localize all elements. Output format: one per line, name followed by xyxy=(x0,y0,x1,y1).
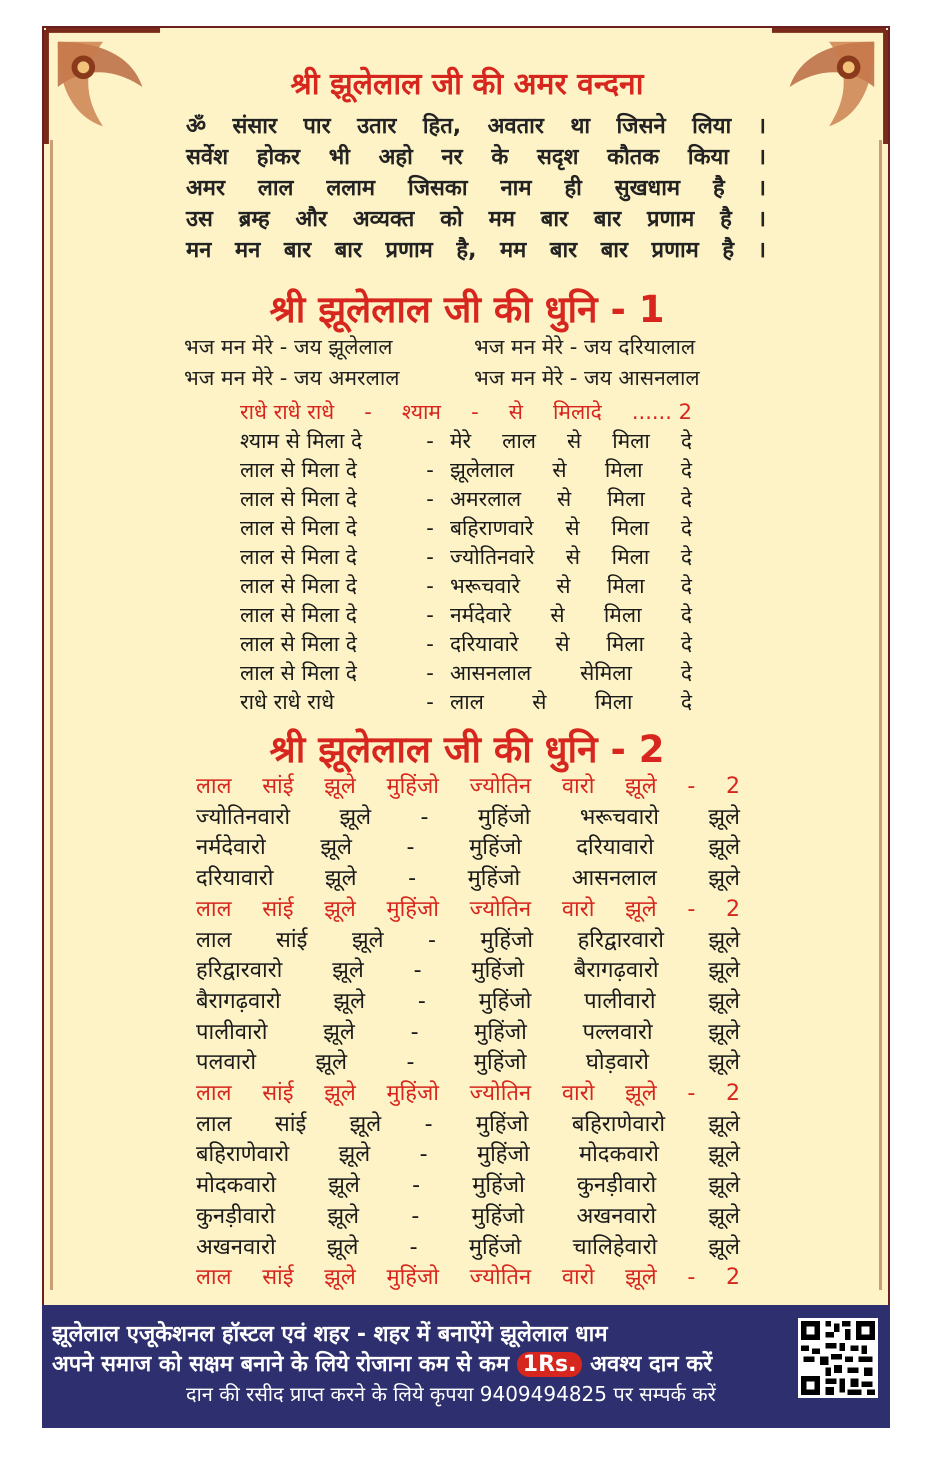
lyric-word: श्याम xyxy=(401,400,441,424)
rs-badge: 1Rs. xyxy=(517,1352,583,1377)
lyric-phrase: लाल से मिला दे xyxy=(240,603,357,627)
lyric-word: मुहिंजो xyxy=(386,1265,439,1291)
lyric-word: - xyxy=(687,1081,696,1107)
lyric-phrase-right xyxy=(450,572,692,601)
lyric-word: झूले xyxy=(625,1265,657,1291)
lyric-row xyxy=(196,1233,740,1264)
lyric-word: लाल xyxy=(450,690,484,714)
lyric-dash: - xyxy=(426,516,434,540)
lyric-word: दे xyxy=(680,429,692,453)
lyric-word: मुहिंजो xyxy=(386,896,439,922)
lyric-word: झूले xyxy=(625,774,657,799)
refrain-row xyxy=(196,895,740,926)
lyric-word: भरूचवारो xyxy=(579,804,659,830)
lyric-row xyxy=(240,688,692,717)
lyric-row xyxy=(240,485,692,514)
lyric-word: सांई xyxy=(262,1081,294,1107)
lyric-row xyxy=(196,803,740,834)
vandana-title: श्री झूलेलाल जी की अमर वन्दना xyxy=(290,67,644,102)
lyric-word: झूले xyxy=(708,1234,740,1260)
lyric-word: - xyxy=(413,958,422,984)
lyric-word: नर्मदेवारे xyxy=(450,603,512,627)
lyric-word: - xyxy=(409,1234,418,1260)
lyric-word: ज्योतिन xyxy=(469,1265,532,1291)
lyric-dash: - xyxy=(426,429,434,453)
dhuni1-title: श्री झूलेलाल जी की धुनि - 1 xyxy=(269,288,665,331)
lyric-phrase: राधे राधे राधे xyxy=(240,690,335,714)
lyric-phrase-right xyxy=(450,659,692,688)
lyric-word: झूले xyxy=(315,1050,348,1076)
lyric-row xyxy=(240,572,692,601)
lyric-word: वारो xyxy=(561,896,595,922)
lyric-word: - xyxy=(428,927,436,953)
lyric-word: झूले xyxy=(708,1173,740,1199)
refrain-row xyxy=(196,772,740,803)
lyric-word: दरियावारो xyxy=(196,866,274,892)
lyric-word: से xyxy=(565,545,581,569)
verse-line: उस ब्रम्ह और अव्यक्त को मम बार बार प्रणाम है । xyxy=(186,207,766,232)
lyric-phrase-right xyxy=(450,688,692,717)
lyric-word: झूले xyxy=(324,1265,356,1291)
lyric-row xyxy=(196,1171,740,1202)
refrain-row xyxy=(196,1079,740,1110)
lyric-phrase: श्याम से मिला दे xyxy=(240,429,363,453)
lyric-word: सांई xyxy=(276,927,308,953)
lyric-word: मिला xyxy=(606,632,645,656)
lyric-word: - xyxy=(417,988,426,1014)
lyric-dash: - xyxy=(426,458,434,482)
lyric-word: से xyxy=(552,458,567,482)
bhajan-right xyxy=(474,332,700,394)
lyric-word: चालिहेवारो xyxy=(572,1234,658,1260)
lyric-word: मुहिंजो xyxy=(467,866,521,892)
lyric-word: - xyxy=(411,1203,420,1229)
lyric-word: से xyxy=(508,400,523,424)
lyric-word: झूले xyxy=(708,1111,740,1137)
lyric-word: लाल xyxy=(502,429,537,453)
lyric-dash: - xyxy=(426,603,434,627)
lyric-word: - xyxy=(408,866,417,892)
lyric-dash: - xyxy=(426,632,434,656)
lyric-word: दरियावारो xyxy=(576,835,654,861)
lyric-word: मिला xyxy=(607,487,645,511)
lyric-word: झूले xyxy=(324,896,356,922)
lyric-word: झूले xyxy=(708,866,740,892)
lyric-word: दे xyxy=(680,458,692,482)
lyric-word: - xyxy=(419,1142,428,1168)
lyric-word: मिला xyxy=(604,458,643,482)
lyric-word: - xyxy=(364,400,372,424)
lyric-word: 2 xyxy=(725,896,740,922)
lyric-word: पालीवारो xyxy=(584,988,656,1014)
lyric-word: कुनड़ीवारो xyxy=(577,1173,657,1199)
lyric-word: झूले xyxy=(332,958,364,984)
verse-line: मन मन बार बार प्रणाम है, मम बार बार प्रणाम है । xyxy=(186,238,766,263)
lyric-word: दे xyxy=(680,545,692,569)
bhajan-line: भज मन मेरे - जय आसनलाल xyxy=(474,366,700,390)
lyric-dash: - xyxy=(426,661,434,685)
lyric-word: झूले xyxy=(708,1203,740,1229)
lyric-word: अखनवारो xyxy=(196,1234,276,1260)
lyric-word: सेमिला xyxy=(580,661,632,685)
lyric-word: से xyxy=(532,690,547,714)
lyric-word: ज्योतिन xyxy=(469,896,532,922)
lyric-word: दे xyxy=(680,516,692,540)
lyric-word: मुहिंजो xyxy=(473,1050,527,1076)
lyric-row xyxy=(196,1110,740,1141)
lyric-phrase: लाल से मिला दे xyxy=(240,487,357,511)
footer-headline: झूलेलाल एजूकेशनल हॉस्टल एवं शहर - शहर में बनाऐंगे झूलेलाल धाम xyxy=(52,1322,608,1347)
lyric-phrase-right xyxy=(450,514,692,543)
lyric-word: झूलेलाल xyxy=(450,458,515,482)
lyric-phrase: लाल से मिला दे xyxy=(240,458,357,482)
lyric-word: से xyxy=(557,487,572,511)
bhajan-line: भज मन मेरे - जय झूलेलाल xyxy=(184,335,393,359)
lyric-row xyxy=(196,956,740,987)
lyric-word: मुहिंजो xyxy=(471,1203,525,1229)
dhuni2-lyrics xyxy=(196,772,740,1294)
footer-appeal xyxy=(52,1348,712,1378)
lyric-word: झूले xyxy=(339,804,372,830)
lyric-phrase: लाल से मिला दे xyxy=(240,545,357,569)
lyric-row xyxy=(240,543,692,572)
lyric-phrase: लाल से मिला दे xyxy=(240,516,357,540)
lyric-row xyxy=(240,427,692,456)
lyric-word: वारो xyxy=(561,774,595,799)
lyric-word: झूले xyxy=(328,1173,360,1199)
refrain-row xyxy=(196,1263,740,1294)
lyric-word: झूले xyxy=(708,1050,740,1076)
lyric-dash: - xyxy=(426,487,434,511)
lyric-word: 2 xyxy=(725,1081,740,1107)
lyric-dash: - xyxy=(426,690,434,714)
dhuni1-refrain xyxy=(240,398,692,427)
lyric-word: झूले xyxy=(708,988,740,1014)
lyric-word: झूले xyxy=(320,835,352,861)
dhuni1-lyrics xyxy=(240,398,692,717)
lyric-word: से xyxy=(550,603,565,627)
footer-contact: दान की रसीद प्राप्त करने के लिये कृपया 9409494825 पर सम्पर्क करें xyxy=(186,1382,716,1406)
lyric-word: मिला xyxy=(603,603,642,627)
lyric-word: मेरे xyxy=(450,429,472,453)
lyric-word: - xyxy=(410,1019,419,1045)
lyric-word: वारो xyxy=(561,1265,595,1291)
lyric-word: बैरागढ़वारो xyxy=(196,988,281,1014)
lyric-phrase-right xyxy=(450,601,692,630)
lyric-word: ज्योतिन xyxy=(469,1081,532,1107)
qr-code-icon[interactable] xyxy=(798,1318,878,1398)
lyric-row xyxy=(196,864,740,895)
lyric-word: 2 xyxy=(725,1265,740,1291)
lyric-word: झूले xyxy=(327,1203,360,1229)
lyric-word: - xyxy=(406,835,415,861)
lyric-word: सांई xyxy=(262,896,294,922)
lyric-word: सांई xyxy=(274,1111,307,1137)
lyric-word: दे xyxy=(680,661,692,685)
lyric-word: दरियावारे xyxy=(450,632,519,656)
lyric-word: सांई xyxy=(262,1265,294,1291)
lyric-word: बहिराणेवारो xyxy=(571,1111,666,1137)
lyric-word: मुहिंजो xyxy=(476,1142,530,1168)
lyric-phrase-right xyxy=(450,427,692,456)
lyric-word: झूले xyxy=(326,1234,359,1260)
lyric-word: मुहिंजो xyxy=(472,1173,525,1199)
lyric-row xyxy=(196,1202,740,1233)
lyric-word: झूले xyxy=(708,927,740,953)
lyric-word: झूले xyxy=(324,774,356,799)
lyric-word: मुहिंजो xyxy=(475,1111,529,1137)
lyric-word: - xyxy=(687,1265,696,1291)
lyric-word: हरिद्वारवारो xyxy=(196,958,283,984)
lyric-dash: - xyxy=(426,545,434,569)
lyric-word: झूले xyxy=(708,958,740,984)
lyric-row xyxy=(196,1018,740,1049)
lyric-dash: - xyxy=(426,574,434,598)
vandana-verse xyxy=(186,111,766,266)
lyric-row xyxy=(240,659,692,688)
lyric-row xyxy=(240,456,692,485)
lyric-word: ज्योतिनवारो xyxy=(196,804,291,830)
lyric-word: मुहिंजो xyxy=(386,774,439,799)
lyric-phrase-right xyxy=(450,485,692,514)
lyric-phrase: लाल से मिला दे xyxy=(240,632,357,656)
dhuni2-title: श्री झूलेलाल जी की धुनि - 2 xyxy=(269,728,665,771)
lyric-row xyxy=(196,833,740,864)
lyric-word: मुहिंजो xyxy=(469,835,522,861)
bhajan-line: भज मन मेरे - जय अमरलाल xyxy=(184,366,400,390)
lyric-word: से xyxy=(555,632,570,656)
lyric-word: लाल xyxy=(196,774,232,799)
bhajan-left xyxy=(184,332,400,394)
lyric-word: झूले xyxy=(325,866,357,892)
lyric-word: लाल xyxy=(196,1081,232,1107)
lyric-word: झूले xyxy=(708,804,740,830)
lyric-word: मोदकवारो xyxy=(196,1173,277,1199)
lyric-word: नर्मदेवारो xyxy=(196,835,266,861)
lyric-row xyxy=(196,1140,740,1171)
lyric-word: झूले xyxy=(708,1019,740,1045)
lyric-word: मिला xyxy=(606,574,645,598)
lyric-phrase-right xyxy=(450,630,692,659)
lyric-word: मुहिंजो xyxy=(477,804,531,830)
lyric-word: ज्योतिन xyxy=(469,774,532,799)
lyric-word: मिला xyxy=(594,690,633,714)
lyric-word: ...... 2 xyxy=(631,400,692,424)
lyric-word: - xyxy=(406,1050,415,1076)
appeal-text-end: अवश्य दान करें xyxy=(590,1352,713,1377)
lyric-word: दे xyxy=(680,603,692,627)
lyric-word: लाल xyxy=(196,927,232,953)
lyric-row xyxy=(196,926,740,957)
lyric-word: मुहिंजो xyxy=(471,958,525,984)
lyric-word: मिला xyxy=(611,516,650,540)
appeal-text: अपने समाज को सक्षम बनाने के लिये रोजाना कम से कम xyxy=(52,1352,510,1377)
lyric-word: दे xyxy=(680,690,692,714)
lyric-word: दे xyxy=(680,487,692,511)
lyric-word: पलवारो xyxy=(196,1050,257,1076)
lyric-word: मुहिंजो xyxy=(468,1234,522,1260)
lyric-word: झूले xyxy=(708,1142,740,1168)
lyric-word: हरिद्वारवारो xyxy=(577,927,664,953)
lyric-word: मुहिंजो xyxy=(480,927,534,953)
lyric-word: मुहिंजो xyxy=(478,988,532,1014)
lyric-row xyxy=(196,987,740,1018)
lyric-word: दे xyxy=(680,632,692,656)
lyric-word: मोदकवारो xyxy=(578,1142,659,1168)
lyric-word: लाल xyxy=(196,896,232,922)
lyric-word: - xyxy=(471,400,479,424)
lyric-row xyxy=(240,514,692,543)
lyric-phrase-right xyxy=(450,543,692,572)
lyric-word: मुहिंजो xyxy=(386,1081,439,1107)
lyric-word: आसनलाल xyxy=(571,866,657,892)
lyric-word: मिला xyxy=(612,429,650,453)
lyric-word: - xyxy=(687,896,696,922)
lyric-phrase-right xyxy=(450,456,692,485)
lyric-word: वारो xyxy=(561,1081,595,1107)
lyric-word: झूले xyxy=(708,835,740,861)
lyric-word: मिला xyxy=(611,545,650,569)
verse-line: सर्वेश होकर भी अहो नर के सदृश कौतक किया । xyxy=(186,145,766,170)
lyric-row xyxy=(240,601,692,630)
lyric-word: अखनवारो xyxy=(576,1203,657,1229)
lyric-word: आसनलाल xyxy=(450,661,532,685)
bhajan-line: भज मन मेरे - जय दरियालाल xyxy=(474,335,696,359)
lyric-word: झूले xyxy=(324,1081,356,1107)
lyric-word: लाल xyxy=(196,1265,232,1291)
lyric-word: बहिराणेवारो xyxy=(196,1142,290,1168)
lyric-row xyxy=(196,1048,740,1079)
lyric-word: दे xyxy=(680,574,692,598)
lyric-word: से xyxy=(567,429,582,453)
lyric-phrase: लाल से मिला दे xyxy=(240,661,357,685)
verse-line: ॐ संसार पार उतार हित, अवतार था जिसने लिया । xyxy=(186,114,766,139)
lyric-word: झूले xyxy=(338,1142,371,1168)
lyric-word: ज्योतिनवारे xyxy=(450,545,535,569)
lyric-word: भरूचवारे xyxy=(450,574,521,598)
lyric-word: लाल xyxy=(196,1111,232,1137)
lyric-word: - xyxy=(412,1173,421,1199)
lyric-word: - xyxy=(420,804,429,830)
lyric-row xyxy=(240,630,692,659)
lyric-word: से xyxy=(565,516,580,540)
lyric-word: मुहिंजो xyxy=(474,1019,527,1045)
lyric-word: झूले xyxy=(625,1081,657,1107)
lyric-word: बैरागढ़वारो xyxy=(573,958,659,984)
lyric-word: - xyxy=(424,1111,433,1137)
lyric-word: झूले xyxy=(625,896,657,922)
lyric-word: कुनड़ीवारो xyxy=(196,1203,276,1229)
lyric-word: अमरलाल xyxy=(450,487,522,511)
lyric-word: मिलादे xyxy=(552,400,602,424)
lyric-word: झूले xyxy=(323,1019,355,1045)
lyric-word: झूले xyxy=(333,988,366,1014)
verse-line: अमर लाल ललाम जिसका नाम ही सुखधाम है । xyxy=(186,176,766,201)
lyric-word: सांई xyxy=(262,774,294,799)
lyric-word: घोड़वारो xyxy=(585,1050,649,1076)
lyric-word: से xyxy=(556,574,571,598)
lyric-word: 2 xyxy=(725,774,740,799)
lyric-phrase: लाल से मिला दे xyxy=(240,574,357,598)
lyric-word: बहिराणवारे xyxy=(450,516,534,540)
lyric-word: झूले xyxy=(349,1111,382,1137)
lyric-word: पालीवारो xyxy=(196,1019,268,1045)
lyric-word: राधे राधे राधे xyxy=(240,400,335,424)
lyric-word: झूले xyxy=(351,927,384,953)
lyric-word: पल्लवारो xyxy=(582,1019,653,1045)
lyric-word: - xyxy=(687,774,696,799)
